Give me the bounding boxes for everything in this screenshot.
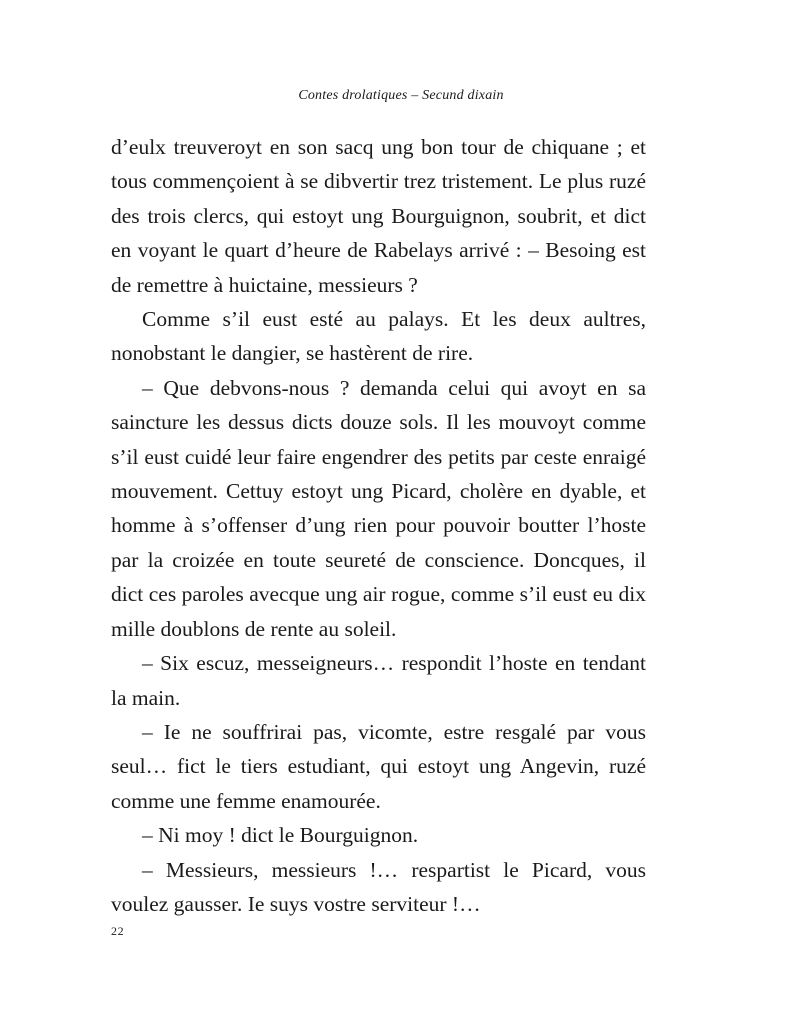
paragraph-2: Comme s’il eust esté au palays. Et les deux aultres, nonobstant le dangier, se hastèrent de rire.	[111, 307, 646, 366]
paragraph-6: – Ni moy ! dict le Bourguignon.	[142, 823, 419, 848]
running-title: Contes drolatiques – Secund dixain	[298, 88, 504, 103]
paragraph-4: – Six escuz, messeigneurs… respondit l’hoste en tendant la main.	[111, 651, 646, 710]
body-text	[111, 130, 646, 921]
page-number: 22	[111, 924, 125, 938]
paragraph-3: – Que debvons-nous ? demanda celui qui avoyt en sa saincture les dessus dicts douze sols. Il les mouvoyt comme s’il eust cuidé leur faire engendrer des petits par ceste enraigé mouvement. Cettuy estoyt ung Picard, cholère en dyable, et homme à s’offenser d’ung rien pour pouvoir boutter l’hoste par la croizée en toute seureté de conscience. Doncques, il dict ces paroles avecque ung air rogue, comme s’il eust eu dix mille doublons de rente au soleil.	[111, 375, 646, 641]
paragraph-1: d’eulx treuveroyt en son sacq ung bon tour de chiquane ; et tous commençoient à se dibvertir trez tristement. Le plus ruzé des trois clercs, qui estoyt ung Bourguignon, soubrit, et dict en voyant le quart d’heure de Rabelays arrivé : – Besoing est de remettre à huictaine, messieurs ?	[111, 135, 646, 297]
paragraph-5: – Ie ne souffrirai pas, vicomte, estre resgalé par vous seul… fict le tiers estudiant, qui estoyt ung Angevin, ruzé comme une femme enamourée.	[111, 719, 646, 813]
paragraph-7: – Messieurs, messieurs !… respartist le Picard, vous voulez gausser. Ie suys vostre serviteur !…	[111, 857, 646, 916]
